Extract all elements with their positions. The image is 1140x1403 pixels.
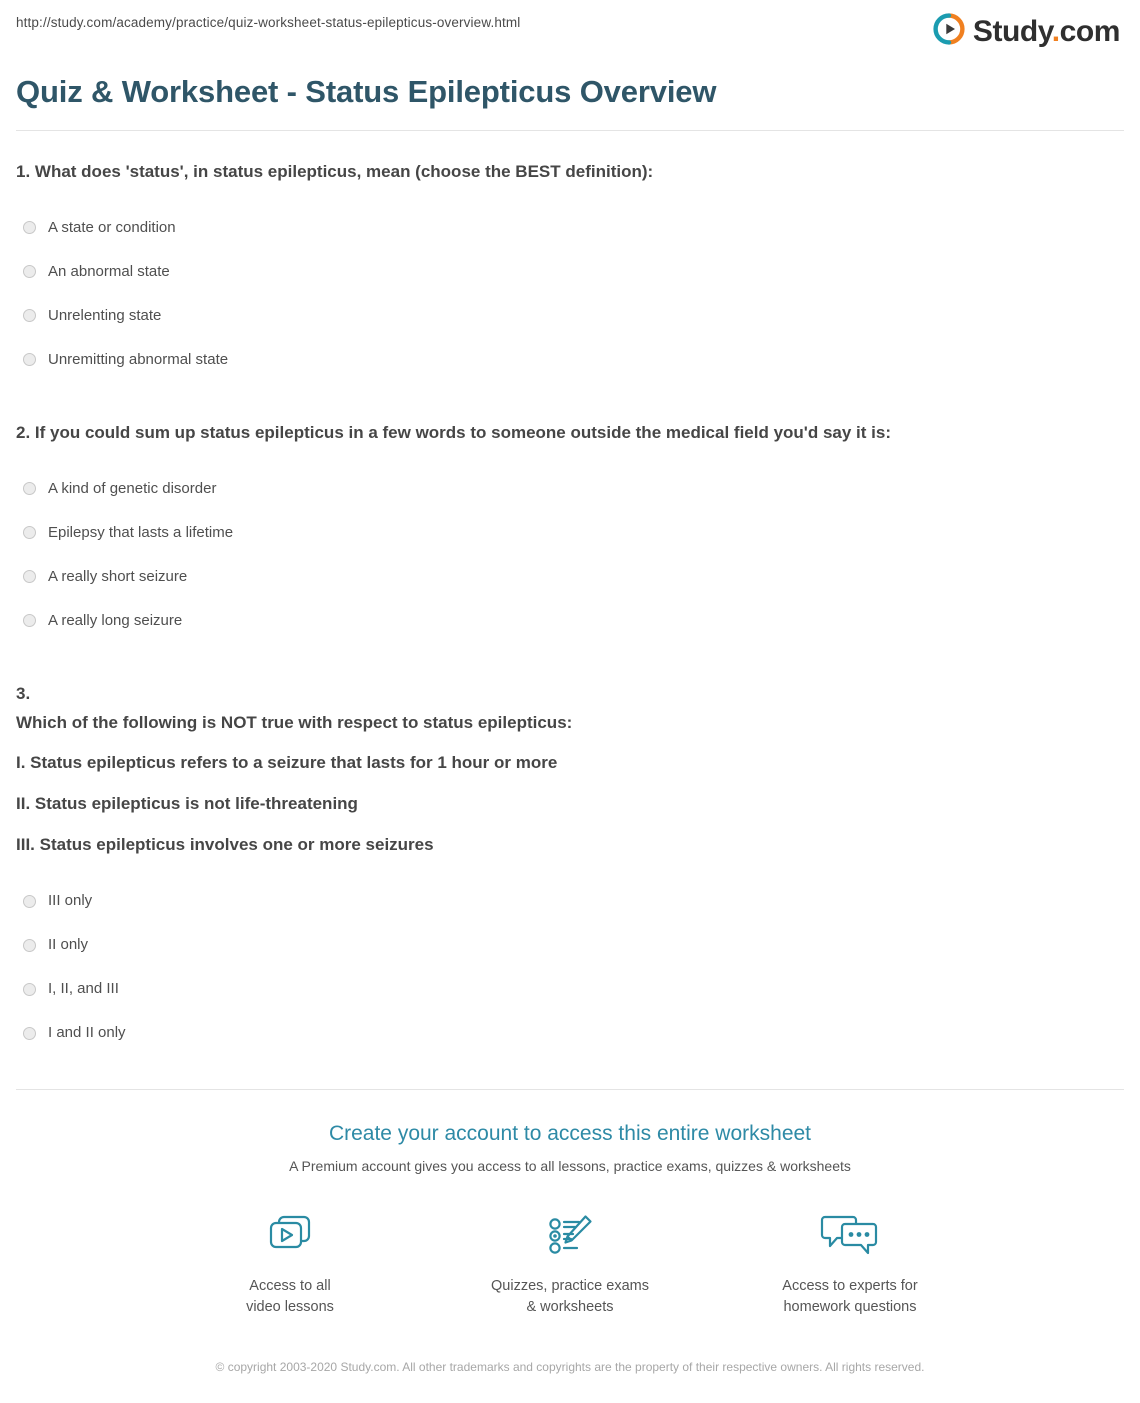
question-2	[16, 398, 1124, 643]
logo-wordmark	[972, 14, 1120, 48]
quiz-checklist-pencil-icon	[541, 1207, 599, 1265]
option-label: I and II only	[48, 1024, 126, 1042]
perk-label-line1: Access to experts for	[782, 1277, 918, 1294]
question-1-prompt: 1. What does 'status', in status epilepticus, mean (choose the BEST definition):	[16, 161, 654, 181]
question-3-option-2[interactable]	[16, 923, 1124, 967]
question-3-statement-3: III. Status epilepticus involves one or more seizures	[16, 835, 434, 855]
perk-video-lessons	[206, 1207, 374, 1318]
perk-label	[782, 1276, 917, 1318]
create-account-link[interactable]: Create your account to access this entire worksheet	[328, 1122, 812, 1146]
option-label: A really long seizure	[48, 611, 183, 629]
option-label: I, II, and III	[48, 980, 119, 998]
question-2-options	[16, 467, 1124, 643]
question-2-option-1[interactable]	[16, 467, 1124, 511]
question-3-option-3[interactable]	[16, 967, 1124, 1011]
perk-label-line1: Access to all	[249, 1277, 331, 1294]
study-com-logo[interactable]	[932, 12, 1124, 51]
question-1	[16, 137, 1124, 382]
promo-subtext: A Premium account gives you access to all lessons, practice exams, quizzes & worksheets	[289, 1157, 851, 1174]
radio-icon[interactable]	[23, 570, 36, 583]
promo-section	[16, 1089, 1124, 1403]
logo-text-study: Study	[972, 14, 1052, 48]
question-3-statement-2: II. Status epilepticus is not life-threatening	[16, 794, 358, 814]
radio-icon[interactable]	[23, 353, 36, 366]
copyright-text: © copyright 2003-2020 Study.com. All other trademarks and copyrights are the property of their respective owners. All rights reserved.	[215, 1359, 925, 1374]
logo-text-dot: .	[1051, 14, 1060, 48]
perk-expert-help	[766, 1207, 934, 1318]
question-1-option-1[interactable]	[16, 206, 1124, 250]
question-3-statement-1: I. Status epilepticus refers to a seizure that lasts for 1 hour or more	[16, 753, 558, 773]
perk-label	[491, 1276, 649, 1318]
radio-icon[interactable]	[23, 526, 36, 539]
promo-perks	[16, 1207, 1124, 1318]
page-title: Quiz & Worksheet - Status Epilepticus Overview	[16, 74, 717, 109]
perk-label-line2: homework questions	[783, 1298, 917, 1315]
radio-icon[interactable]	[23, 1027, 36, 1040]
question-spacer	[16, 643, 1124, 659]
perk-label-line2: video lessons	[246, 1298, 334, 1315]
option-label: Epilepsy that lasts a lifetime	[48, 523, 234, 541]
page-url: http://study.com/academy/practice/quiz-worksheet-status-epilepticus-overview.html	[16, 15, 521, 30]
speech-bubbles-icon	[819, 1207, 881, 1265]
question-2-option-3[interactable]	[16, 555, 1124, 599]
question-2-prompt: 2. If you could sum up status epilepticus in a few words to someone outside the medical field you'd say it is:	[16, 422, 891, 442]
perk-label	[246, 1276, 334, 1318]
question-3-number: 3.	[16, 683, 31, 703]
quiz-questions	[16, 131, 1124, 1056]
radio-icon[interactable]	[23, 939, 36, 952]
radio-icon[interactable]	[23, 482, 36, 495]
question-1-option-2[interactable]	[16, 250, 1124, 294]
radio-icon[interactable]	[23, 221, 36, 234]
question-1-option-4[interactable]	[16, 338, 1124, 382]
radio-icon[interactable]	[23, 265, 36, 278]
play-circle-logo-icon	[932, 12, 966, 51]
radio-icon[interactable]	[23, 983, 36, 996]
question-1-option-3[interactable]	[16, 294, 1124, 338]
question-3-options	[16, 879, 1124, 1055]
option-label: III only	[48, 892, 93, 910]
question-spacer	[16, 382, 1124, 398]
page-header	[16, 0, 1124, 51]
radio-icon[interactable]	[23, 309, 36, 322]
option-label: A really short seizure	[48, 567, 188, 585]
option-label: A state or condition	[48, 218, 176, 236]
question-1-options	[16, 206, 1124, 382]
perk-label-line2: & worksheets	[526, 1298, 614, 1315]
perk-quizzes-worksheets	[486, 1207, 654, 1318]
question-3-option-1[interactable]	[16, 879, 1124, 923]
question-3-prompt: Which of the following is NOT true with respect to status epilepticus:	[16, 712, 573, 732]
logo-text-com: com	[1059, 14, 1120, 48]
option-label: A kind of genetic disorder	[48, 479, 217, 497]
radio-icon[interactable]	[23, 614, 36, 627]
radio-icon[interactable]	[23, 895, 36, 908]
question-2-option-4[interactable]	[16, 599, 1124, 643]
video-lessons-icon	[261, 1207, 319, 1265]
perk-label-line1: Quizzes, practice exams	[491, 1277, 649, 1294]
option-label: Unrelenting state	[48, 306, 162, 324]
question-3-option-4[interactable]	[16, 1011, 1124, 1055]
option-label: An abnormal state	[48, 262, 170, 280]
option-label: II only	[48, 936, 89, 954]
option-label: Unremitting abnormal state	[48, 350, 229, 368]
question-3	[16, 659, 1124, 1056]
question-2-option-2[interactable]	[16, 511, 1124, 555]
